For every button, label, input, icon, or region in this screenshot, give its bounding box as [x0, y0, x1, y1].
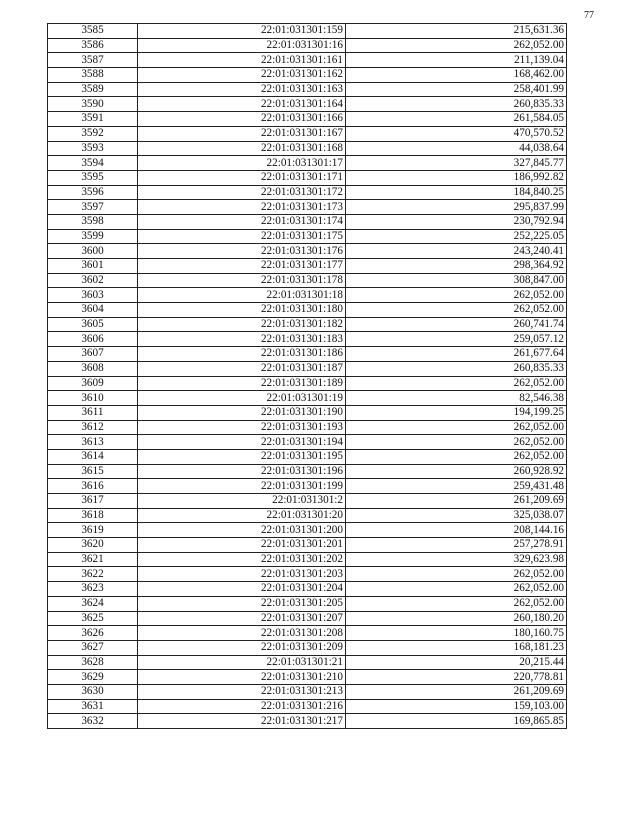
value-cell: 262,052.00	[346, 420, 567, 435]
row-number-cell: 3593	[48, 141, 138, 156]
row-number-cell: 3589	[48, 82, 138, 97]
value-cell: 20,215.44	[346, 655, 567, 670]
cadastral-number-cell: 22:01:031301:159	[138, 24, 346, 39]
row-number-cell: 3595	[48, 170, 138, 185]
row-number-cell: 3615	[48, 464, 138, 479]
value-cell: 262,052.00	[346, 567, 567, 582]
cadastral-number-cell: 22:01:031301:216	[138, 699, 346, 714]
table-row	[48, 464, 567, 479]
value-cell: 262,052.00	[346, 376, 567, 391]
value-cell: 168,181.23	[346, 640, 567, 655]
table-row	[48, 214, 567, 229]
table-row	[48, 303, 567, 318]
row-number-cell: 3607	[48, 347, 138, 362]
row-number-cell: 3614	[48, 449, 138, 464]
cadastral-number-cell: 22:01:031301:205	[138, 596, 346, 611]
table-row	[48, 244, 567, 259]
cadastral-number-cell: 22:01:031301:171	[138, 170, 346, 185]
table-row	[48, 435, 567, 450]
table-row	[48, 391, 567, 406]
row-number-cell: 3606	[48, 332, 138, 347]
table-row	[48, 508, 567, 523]
cadastral-number-cell: 22:01:031301:17	[138, 156, 346, 171]
value-cell: 252,225.05	[346, 229, 567, 244]
cadastral-number-cell: 22:01:031301:213	[138, 684, 346, 699]
cadastral-number-cell: 22:01:031301:176	[138, 244, 346, 259]
value-cell: 262,052.00	[346, 596, 567, 611]
table-row	[48, 347, 567, 362]
value-cell: 180,160.75	[346, 626, 567, 641]
table-row	[48, 582, 567, 597]
value-cell: 208,144.16	[346, 523, 567, 538]
value-cell: 44,038.64	[346, 141, 567, 156]
row-number-cell: 3623	[48, 582, 138, 597]
row-number-cell: 3596	[48, 185, 138, 200]
table-row	[48, 126, 567, 141]
row-number-cell: 3630	[48, 684, 138, 699]
row-number-cell: 3585	[48, 24, 138, 39]
value-cell: 258,401.99	[346, 82, 567, 97]
cadastral-number-cell: 22:01:031301:203	[138, 567, 346, 582]
value-cell: 470,570.52	[346, 126, 567, 141]
row-number-cell: 3628	[48, 655, 138, 670]
row-number-cell: 3603	[48, 288, 138, 303]
value-cell: 82,546.38	[346, 391, 567, 406]
cadastral-number-cell: 22:01:031301:178	[138, 273, 346, 288]
value-cell: 259,057.12	[346, 332, 567, 347]
cadastral-number-cell: 22:01:031301:163	[138, 82, 346, 97]
value-cell: 262,052.00	[346, 303, 567, 318]
value-cell: 308,847.00	[346, 273, 567, 288]
cadastral-number-cell: 22:01:031301:20	[138, 508, 346, 523]
cadastral-number-cell: 22:01:031301:21	[138, 655, 346, 670]
row-number-cell: 3597	[48, 200, 138, 215]
value-cell: 257,278.91	[346, 538, 567, 553]
table-row	[48, 523, 567, 538]
table-row	[48, 229, 567, 244]
table-row	[48, 38, 567, 53]
table-row	[48, 552, 567, 567]
value-cell: 211,139.04	[346, 53, 567, 68]
table-row	[48, 361, 567, 376]
cadastral-number-cell: 22:01:031301:175	[138, 229, 346, 244]
value-cell: 262,052.00	[346, 435, 567, 450]
value-cell: 260,835.33	[346, 97, 567, 112]
cadastral-number-cell: 22:01:031301:172	[138, 185, 346, 200]
value-cell: 159,103.00	[346, 699, 567, 714]
cadastral-number-cell: 22:01:031301:210	[138, 670, 346, 685]
table-row	[48, 479, 567, 494]
row-number-cell: 3624	[48, 596, 138, 611]
row-number-cell: 3587	[48, 53, 138, 68]
table-row	[48, 684, 567, 699]
value-cell: 325,038.07	[346, 508, 567, 523]
row-number-cell: 3600	[48, 244, 138, 259]
value-cell: 260,928.92	[346, 464, 567, 479]
value-cell: 220,778.81	[346, 670, 567, 685]
value-cell: 215,631.36	[346, 24, 567, 39]
cadastral-number-cell: 22:01:031301:18	[138, 288, 346, 303]
cadastral-number-cell: 22:01:031301:166	[138, 112, 346, 127]
cadastral-number-cell: 22:01:031301:162	[138, 68, 346, 83]
row-number-cell: 3598	[48, 214, 138, 229]
value-cell: 298,364.92	[346, 259, 567, 274]
table-body	[48, 24, 567, 729]
value-cell: 261,584.05	[346, 112, 567, 127]
table-row	[48, 97, 567, 112]
row-number-cell: 3601	[48, 259, 138, 274]
cadastral-number-cell: 22:01:031301:195	[138, 449, 346, 464]
cadastral-number-cell: 22:01:031301:161	[138, 53, 346, 68]
cadastral-number-cell: 22:01:031301:204	[138, 582, 346, 597]
value-cell: 186,992.82	[346, 170, 567, 185]
value-cell: 184,840.25	[346, 185, 567, 200]
cadastral-number-cell: 22:01:031301:207	[138, 611, 346, 626]
table-row	[48, 494, 567, 509]
cadastral-number-cell: 22:01:031301:182	[138, 317, 346, 332]
table-row	[48, 376, 567, 391]
table-row	[48, 611, 567, 626]
cadastral-number-cell: 22:01:031301:189	[138, 376, 346, 391]
cadastral-number-cell: 22:01:031301:174	[138, 214, 346, 229]
table-row	[48, 112, 567, 127]
row-number-cell: 3592	[48, 126, 138, 141]
cadastral-number-cell: 22:01:031301:19	[138, 391, 346, 406]
cadastral-number-cell: 22:01:031301:164	[138, 97, 346, 112]
table-row	[48, 699, 567, 714]
cadastral-number-cell: 22:01:031301:193	[138, 420, 346, 435]
row-number-cell: 3594	[48, 156, 138, 171]
table-row	[48, 449, 567, 464]
table-row	[48, 288, 567, 303]
table-row	[48, 670, 567, 685]
data-table	[47, 23, 567, 729]
cadastral-number-cell: 22:01:031301:196	[138, 464, 346, 479]
row-number-cell: 3591	[48, 112, 138, 127]
cadastral-number-cell: 22:01:031301:190	[138, 405, 346, 420]
table-row	[48, 332, 567, 347]
cadastral-number-cell: 22:01:031301:209	[138, 640, 346, 655]
row-number-cell: 3605	[48, 317, 138, 332]
cadastral-number-cell: 22:01:031301:183	[138, 332, 346, 347]
table-row	[48, 82, 567, 97]
row-number-cell: 3590	[48, 97, 138, 112]
value-cell: 259,431.48	[346, 479, 567, 494]
value-cell: 295,837.99	[346, 200, 567, 215]
value-cell: 230,792.94	[346, 214, 567, 229]
table-row	[48, 714, 567, 729]
row-number-cell: 3631	[48, 699, 138, 714]
cadastral-number-cell: 22:01:031301:16	[138, 38, 346, 53]
row-number-cell: 3618	[48, 508, 138, 523]
table-row	[48, 538, 567, 553]
value-cell: 262,052.00	[346, 38, 567, 53]
row-number-cell: 3616	[48, 479, 138, 494]
row-number-cell: 3632	[48, 714, 138, 729]
row-number-cell: 3586	[48, 38, 138, 53]
value-cell: 260,835.33	[346, 361, 567, 376]
table-row	[48, 567, 567, 582]
table-row	[48, 185, 567, 200]
row-number-cell: 3610	[48, 391, 138, 406]
cadastral-number-cell: 22:01:031301:173	[138, 200, 346, 215]
cadastral-number-cell: 22:01:031301:186	[138, 347, 346, 362]
table-row	[48, 24, 567, 39]
row-number-cell: 3613	[48, 435, 138, 450]
table-row	[48, 626, 567, 641]
table-row	[48, 655, 567, 670]
row-number-cell: 3627	[48, 640, 138, 655]
row-number-cell: 3608	[48, 361, 138, 376]
cadastral-number-cell: 22:01:031301:168	[138, 141, 346, 156]
value-cell: 261,677.64	[346, 347, 567, 362]
row-number-cell: 3612	[48, 420, 138, 435]
cadastral-number-cell: 22:01:031301:177	[138, 259, 346, 274]
table-row	[48, 200, 567, 215]
table-row	[48, 596, 567, 611]
cadastral-number-cell: 22:01:031301:2	[138, 494, 346, 509]
row-number-cell: 3588	[48, 68, 138, 83]
value-cell: 194,199.25	[346, 405, 567, 420]
row-number-cell: 3609	[48, 376, 138, 391]
table-row	[48, 405, 567, 420]
row-number-cell: 3625	[48, 611, 138, 626]
row-number-cell: 3604	[48, 303, 138, 318]
row-number-cell: 3619	[48, 523, 138, 538]
value-cell: 168,462.00	[346, 68, 567, 83]
table-row	[48, 68, 567, 83]
row-number-cell: 3602	[48, 273, 138, 288]
value-cell: 262,052.00	[346, 288, 567, 303]
cadastral-number-cell: 22:01:031301:167	[138, 126, 346, 141]
row-number-cell: 3622	[48, 567, 138, 582]
table-row	[48, 156, 567, 171]
cadastral-number-cell: 22:01:031301:187	[138, 361, 346, 376]
row-number-cell: 3629	[48, 670, 138, 685]
cadastral-number-cell: 22:01:031301:180	[138, 303, 346, 318]
cadastral-number-cell: 22:01:031301:200	[138, 523, 346, 538]
table-row	[48, 317, 567, 332]
row-number-cell: 3599	[48, 229, 138, 244]
table-row	[48, 420, 567, 435]
table-row	[48, 53, 567, 68]
value-cell: 261,209.69	[346, 494, 567, 509]
table-row	[48, 640, 567, 655]
table-row	[48, 273, 567, 288]
page-number: 77	[584, 10, 594, 21]
cadastral-number-cell: 22:01:031301:201	[138, 538, 346, 553]
table-row	[48, 170, 567, 185]
value-cell: 261,209.69	[346, 684, 567, 699]
value-cell: 262,052.00	[346, 582, 567, 597]
row-number-cell: 3621	[48, 552, 138, 567]
cadastral-number-cell: 22:01:031301:208	[138, 626, 346, 641]
cadastral-number-cell: 22:01:031301:194	[138, 435, 346, 450]
value-cell: 327,845.77	[346, 156, 567, 171]
row-number-cell: 3611	[48, 405, 138, 420]
cadastral-number-cell: 22:01:031301:202	[138, 552, 346, 567]
table-row	[48, 259, 567, 274]
value-cell: 329,623.98	[346, 552, 567, 567]
table-row	[48, 141, 567, 156]
row-number-cell: 3617	[48, 494, 138, 509]
cadastral-number-cell: 22:01:031301:199	[138, 479, 346, 494]
row-number-cell: 3620	[48, 538, 138, 553]
value-cell: 169,865.85	[346, 714, 567, 729]
row-number-cell: 3626	[48, 626, 138, 641]
cadastral-number-cell: 22:01:031301:217	[138, 714, 346, 729]
value-cell: 260,741.74	[346, 317, 567, 332]
value-cell: 260,180.20	[346, 611, 567, 626]
value-cell: 262,052.00	[346, 449, 567, 464]
value-cell: 243,240.41	[346, 244, 567, 259]
